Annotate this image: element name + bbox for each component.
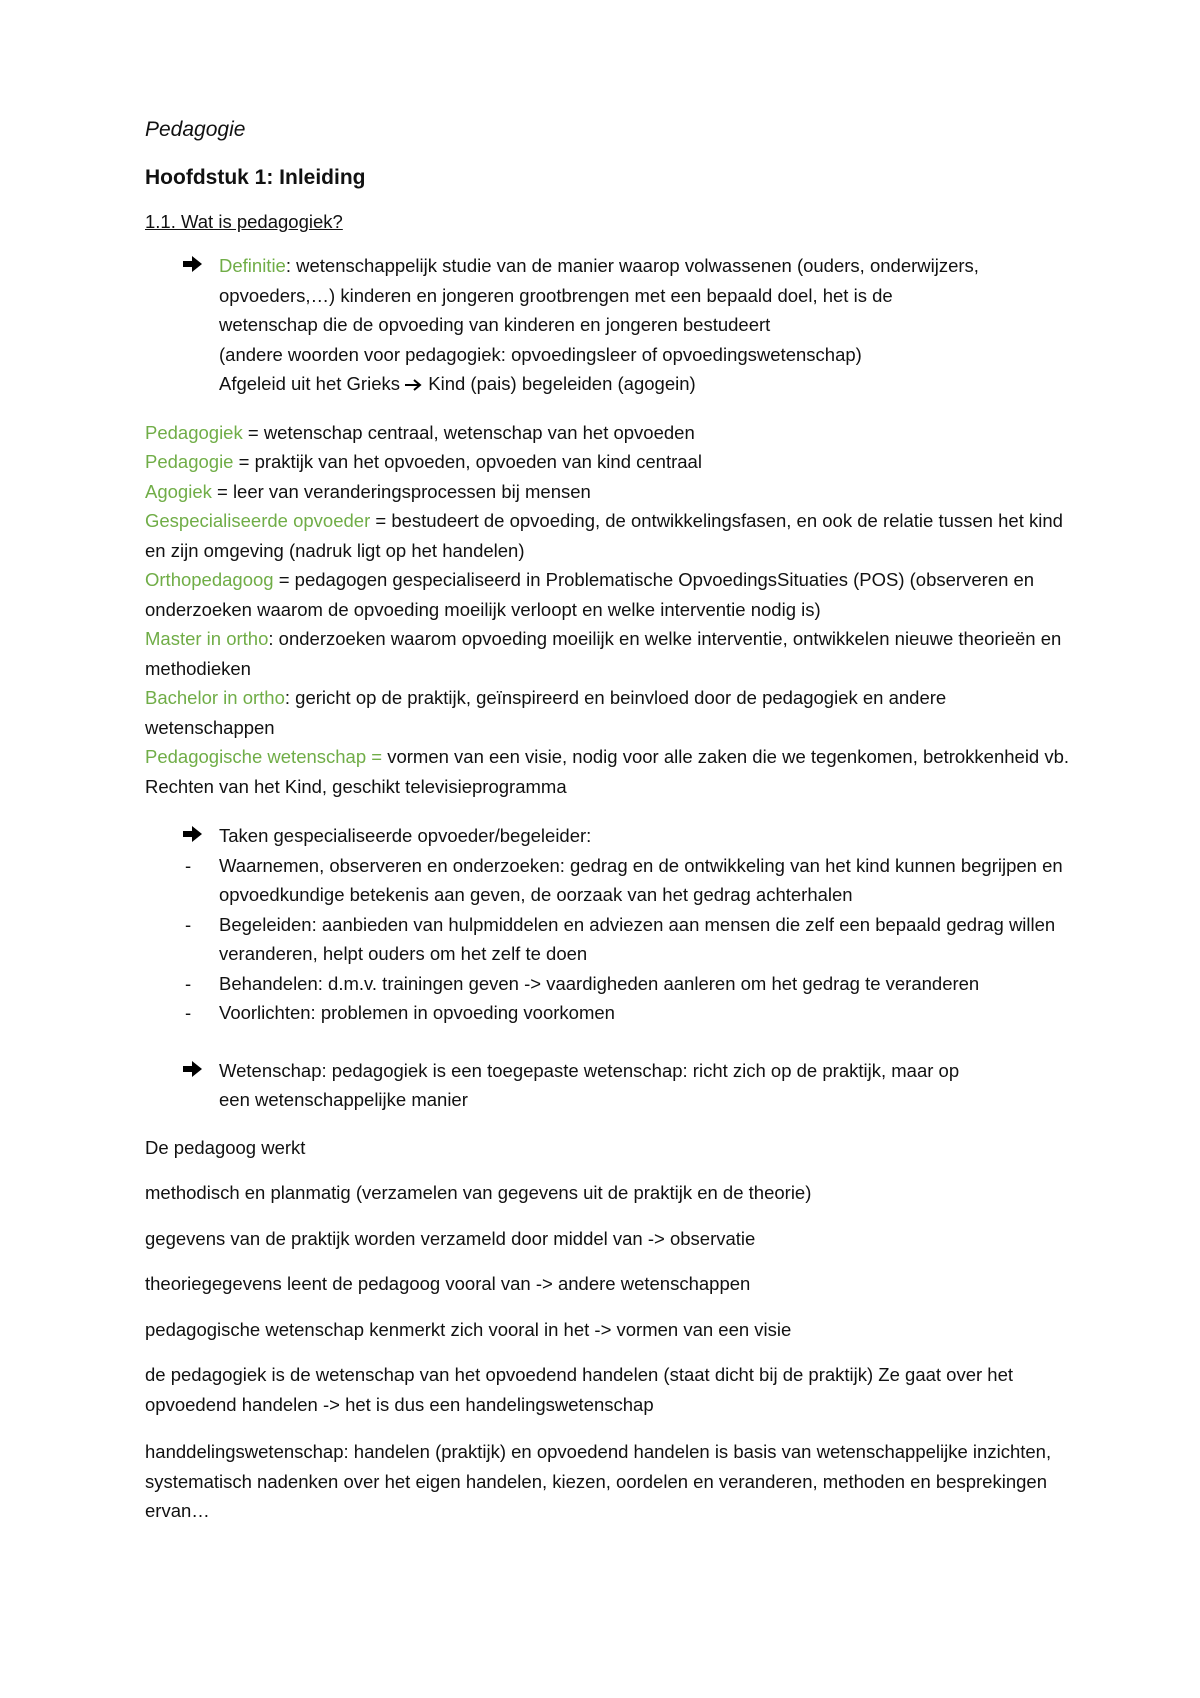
dash-bullet: -	[185, 972, 192, 994]
dash-bullet: -	[185, 913, 192, 935]
term-row	[145, 742, 1075, 801]
paragraph: methodisch en planmatig (verzamelen van gegevens uit de praktijk en de theorie)	[145, 1182, 812, 1203]
term-label: Pedagogie	[145, 451, 234, 472]
arrow-right-icon	[183, 251, 219, 273]
term-label: Master in ortho	[145, 628, 269, 649]
term-label: Agogiek	[145, 480, 212, 502]
term-row	[145, 624, 1075, 683]
paragraphs-block	[145, 1133, 1075, 1526]
term-row	[145, 447, 1075, 477]
science-line-2: een wetenschappelijke manier	[219, 1089, 468, 1110]
list-item	[185, 998, 1075, 1028]
closing-paragraph: handdelingswetenschap: handelen (praktijk) en opvoedend handelen is basis van wetenschappelijke inzichten, systematisch nadenken over het eigen handelen, kiezen, oordelen en veranderen, methoden en besprekingen ervan…	[145, 1441, 1052, 1521]
paragraph: de pedagogiek is de wetenschap van het opvoedend handelen (staat dicht bij de praktijk) Ze gaat over het opvoedend handelen -> het is dus een handelingswetenschap	[145, 1364, 1014, 1415]
document-title: Pedagogie	[145, 118, 246, 141]
thin-arrow-icon	[405, 379, 423, 391]
paragraph: De pedagoog werkt	[145, 1136, 306, 1158]
term-text: : gericht op de praktijk, geïnspireerd en beinvloed door de pedagogiek en andere wetenschappen	[145, 687, 947, 738]
arrow-right-icon	[183, 1056, 219, 1078]
etymology-origin: Afgeleid uit het Grieks	[219, 373, 400, 394]
term-text: = bestudeert de opvoeding, de ontwikkelingsfasen, en ook de relatie tussen het kind en zijn omgeving (nadruk ligt op het handelen)	[145, 510, 1063, 561]
term-text: = pedagogen gespecialiseerd in Problematische OpvoedingsSituaties (POS) (observeren en onderzoeken waarom de opvoeding moeilijk verloopt en welke interventie nodig is)	[145, 569, 1035, 620]
term-label: Pedagogische wetenschap =	[145, 746, 383, 767]
definition-line-4: (andere woorden voor pedagogiek: opvoedingsleer of opvoedingswetenschap)	[219, 343, 862, 365]
definition-line-2: opvoeders,…) kinderen en jongeren grootbrengen met een bepaald doel, het is de	[219, 284, 893, 306]
term-row	[145, 418, 1075, 448]
term-row	[145, 683, 1075, 742]
science-line-1: Wetenschap: pedagogiek is een toegepaste wetenschap: richt zich op de praktijk, maar op	[219, 1059, 960, 1081]
tasks-heading-row	[183, 821, 1075, 851]
term-text: : onderzoeken waarom opvoeding moeilijk en welke interventie, ontwikkelen nieuwe theorieën en methodieken	[145, 628, 1062, 679]
term-text: vormen van een visie, nodig voor alle zaken die we tegenkomen, betrokkenheid vb. Rechten van het Kind, geschikt televisieprogramma	[145, 746, 1070, 797]
term-row	[145, 477, 1075, 507]
arrow-right-icon	[183, 821, 219, 843]
term-row	[145, 565, 1075, 624]
tasks-block	[145, 821, 1075, 1028]
term-label: Gespecialiseerde opvoeder	[145, 510, 371, 531]
document-page	[145, 118, 1075, 1526]
term-text: = leer van veranderingsprocessen bij mensen	[211, 480, 591, 502]
science-block	[183, 1056, 1075, 1115]
tasks-list	[145, 851, 1075, 1028]
task-text: Voorlichten: problemen in opvoeding voorkomen	[219, 1002, 615, 1023]
dash-bullet: -	[185, 854, 192, 876]
list-item	[185, 910, 1075, 969]
term-list	[145, 418, 1075, 802]
term-text: = praktijk van het opvoeden, opvoeden van kind centraal	[233, 451, 702, 472]
task-text: Behandelen: d.m.v. trainingen geven -> vaardigheden aanleren om het gedrag te veranderen	[219, 972, 980, 994]
definition-line-5	[219, 369, 1075, 399]
list-item	[185, 851, 1075, 910]
definition-line-3: wetenschap die de opvoeding van kinderen en jongeren bestudeert	[219, 314, 771, 335]
etymology-meaning: Kind (pais) begeleiden (agogein)	[428, 373, 696, 394]
term-label: Orthopedagoog	[145, 569, 274, 590]
term-label: Pedagogiek	[145, 421, 243, 443]
paragraph: pedagogische wetenschap kenmerkt zich vooral in het -> vormen van een visie	[145, 1318, 792, 1340]
definition-line-1	[219, 251, 1075, 281]
term-row	[145, 506, 1075, 565]
chapter-heading: Hoofdstuk 1: Inleiding	[145, 166, 366, 189]
task-text: Begeleiden: aanbieden van hulpmiddelen en adviezen aan mensen die zelf een bepaald gedrag willen veranderen, helpt ouders om het zelf te doen	[219, 913, 1056, 964]
task-text: Waarnemen, observeren en onderzoeken: gedrag en de ontwikkeling van het kind kunnen begrijpen en opvoedkundige betekenis aan geven, de oorzaak van het gedrag achterhalen	[219, 854, 1063, 905]
tasks-heading: Taken gespecialiseerde opvoeder/begeleider:	[219, 825, 592, 846]
paragraph: theoriegegevens leent de pedagoog vooral van -> andere wetenschappen	[145, 1273, 751, 1294]
section-heading: 1.1. Wat is pedagogiek?	[145, 211, 343, 232]
term-label: Bachelor in ortho	[145, 687, 285, 708]
paragraph: gegevens van de praktijk worden verzameld door middel van -> observatie	[145, 1227, 756, 1249]
term-text: = wetenschap centraal, wetenschap van het opvoeden	[242, 421, 695, 443]
list-item	[185, 969, 1075, 999]
definition-block	[183, 251, 1075, 399]
dash-bullet: -	[185, 1002, 192, 1023]
definition-term: Definitie	[219, 255, 286, 276]
definition-text: : wetenschappelijk studie van de manier waarop volwassenen (ouders, onderwijzers,	[285, 255, 979, 276]
